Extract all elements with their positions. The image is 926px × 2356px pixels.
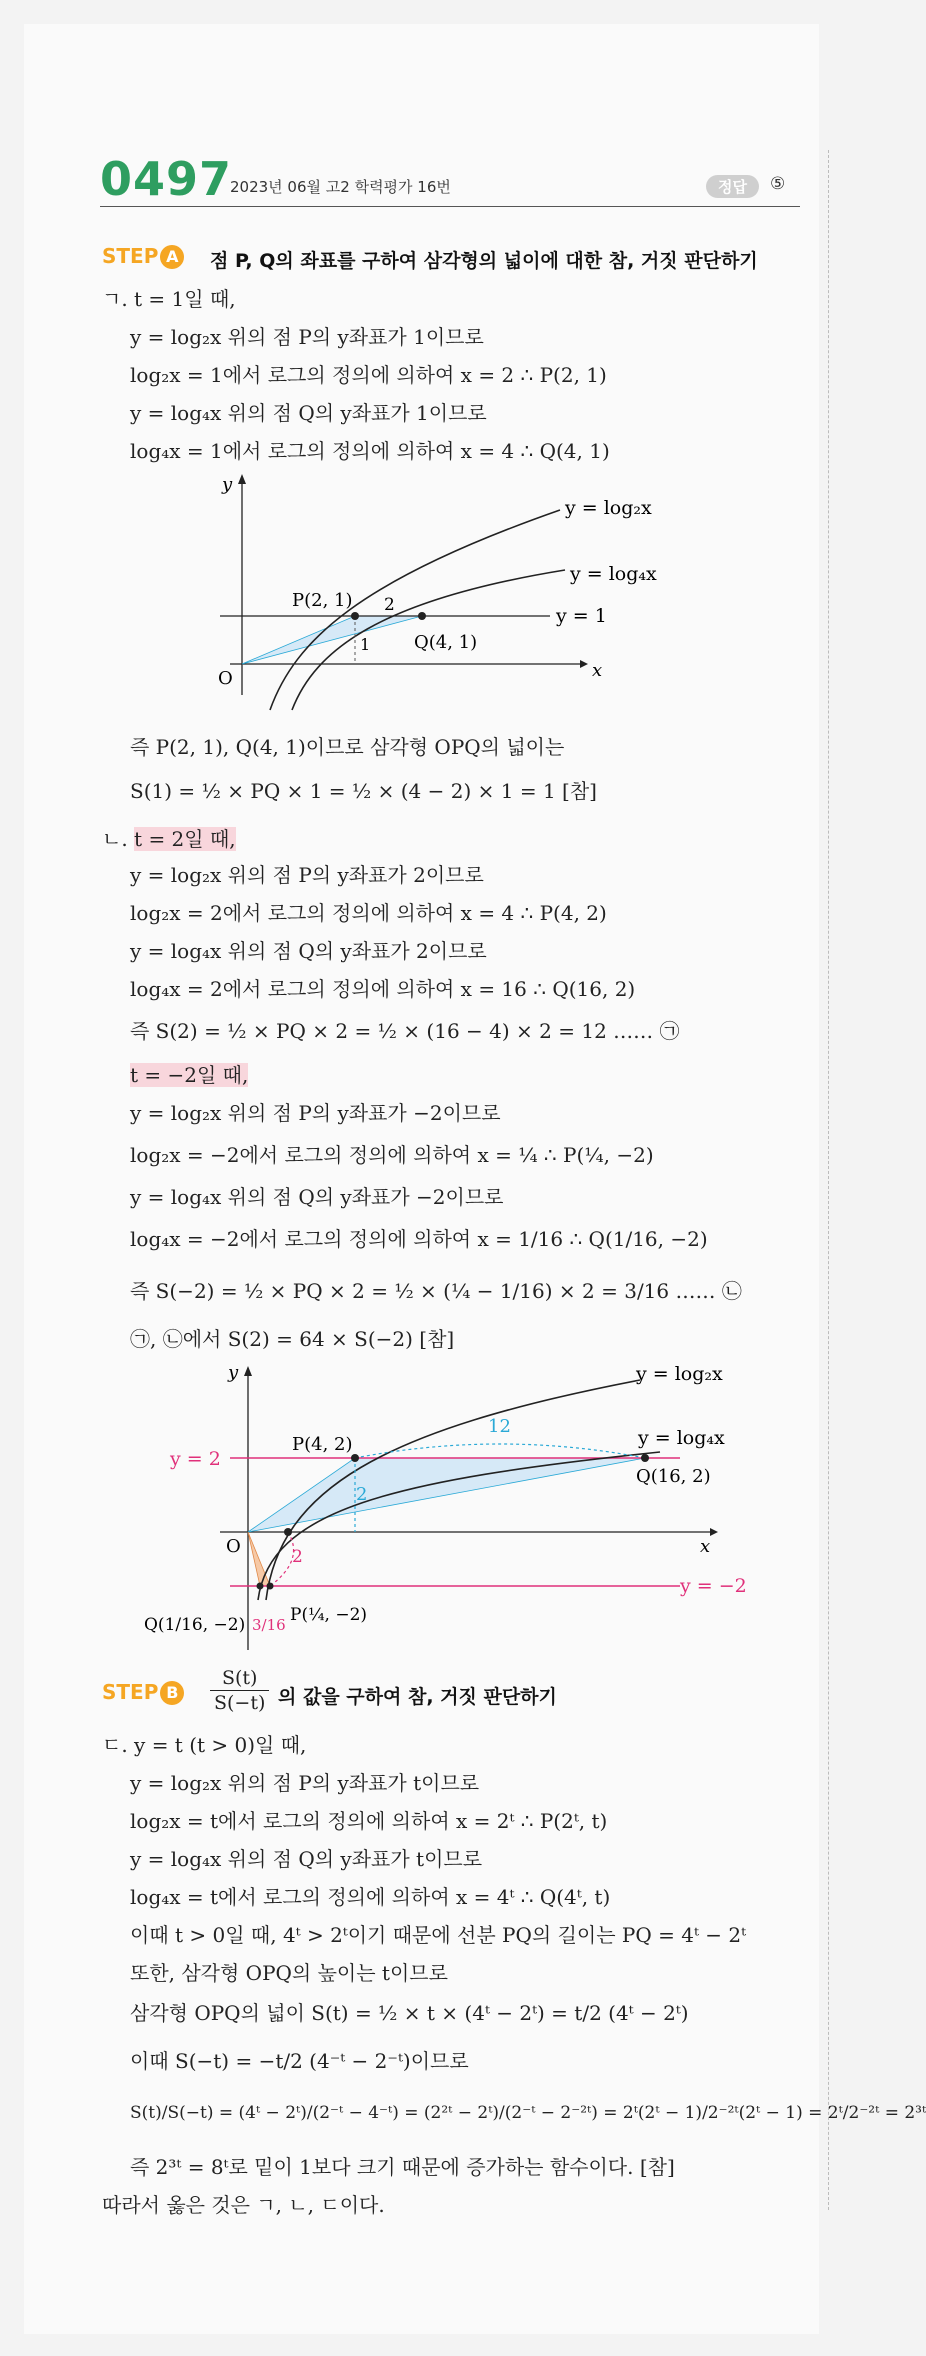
text-line: 즉 2³ᵗ = 8ᵗ로 밑이 1보다 크기 때문에 증가하는 함수이다. [참] xyxy=(130,2155,675,2179)
p-label: P(2, 1) xyxy=(292,590,353,611)
text-line: log₂x = −2에서 로그의 정의에 의하여 x = ¼ ∴ P(¼, −2) xyxy=(130,1143,654,1167)
text-line: ㄷ. y = t (t > 0)일 때, xyxy=(102,1733,307,1757)
highlight-text: t = −2일 때, xyxy=(130,1063,249,1087)
height-top-length: 2 xyxy=(356,1484,368,1505)
small-length: 3/16 xyxy=(252,1616,286,1634)
text-line xyxy=(130,1062,248,1088)
text-line: log₂x = t에서 로그의 정의에 의하여 x = 2ᵗ ∴ P(2ᵗ, t) xyxy=(130,1809,608,1833)
text-line: y = log₄x 위의 점 Q의 y좌표가 t이므로 xyxy=(130,1847,483,1871)
text-line: 또한, 삼각형 OPQ의 높이는 t이므로 xyxy=(130,1961,448,1985)
text-line: log₄x = t에서 로그의 정의에 의하여 x = 4ᵗ ∴ Q(4ᵗ, t) xyxy=(130,1885,611,1909)
step-b-text: STEP xyxy=(102,1680,159,1704)
x-axis-label: x xyxy=(700,1536,711,1557)
x-arrow xyxy=(710,1528,718,1536)
text-line: log₄x = −2에서 로그의 정의에 의하여 x = 1/16 ∴ Q(1/16, −2) xyxy=(130,1227,708,1251)
text-line: y = log₄x 위의 점 Q의 y좌표가 2이므로 xyxy=(130,939,487,963)
problem-source: 2023년 06월 고2 학력평가 16번 xyxy=(230,178,451,196)
y-axis-label: y xyxy=(228,1362,239,1383)
y-axis-label: y xyxy=(222,474,233,495)
seg-length: 12 xyxy=(488,1416,511,1437)
seg-arc xyxy=(355,1444,645,1458)
y-arrow xyxy=(238,474,246,484)
text-line: ㉠, ㉡에서 S(2) = 64 × S(−2) [참] xyxy=(130,1327,455,1351)
figure-2 xyxy=(140,1360,760,1660)
seg-length: 2 xyxy=(384,595,395,615)
text-line: 따라서 옳은 것은 ㄱ, ㄴ, ㄷ이다. xyxy=(102,2193,385,2217)
line-label: y = 1 xyxy=(556,605,607,627)
curve1-label: y = log₂x xyxy=(636,1363,723,1385)
point-p xyxy=(351,612,359,620)
text-line: 즉 P(2, 1), Q(4, 1)이므로 삼각형 OPQ의 넓이는 xyxy=(130,735,565,759)
text-line: 삼각형 OPQ의 넓이 S(t) = ½ × t × (4ᵗ − 2ᵗ) = t/2 (4ᵗ − 2ᵗ) xyxy=(130,2001,689,2025)
point-p-low xyxy=(267,1583,274,1590)
y-arrow xyxy=(244,1366,252,1376)
q-low-label: Q(1/16, −2) xyxy=(144,1615,246,1635)
step-a-badge: A xyxy=(160,245,184,269)
text-line: ㄱ. t = 1일 때, xyxy=(102,287,236,311)
line-top-label: y = 2 xyxy=(170,1448,221,1470)
p-low-label: P(¼, −2) xyxy=(290,1605,368,1625)
margin-rule xyxy=(828,150,829,2210)
step-a-title: 점 P, Q의 좌표를 구하여 삼각형의 넓이에 대한 참, 거짓 판단하기 xyxy=(210,250,758,272)
problem-number: 0497 xyxy=(100,152,233,206)
line-bottom-label: y = −2 xyxy=(680,1575,747,1597)
text-line: S(1) = ½ × PQ × 1 = ½ × (4 − 2) × 1 = 1 [참] xyxy=(130,779,597,803)
point-q-low xyxy=(257,1583,264,1590)
text-line: 이때 S(−t) = −t/2 (4⁻ᵗ − 2⁻ᵗ)이므로 xyxy=(130,2049,469,2073)
step-b-badge: B xyxy=(160,1681,184,1705)
x-axis-label: x xyxy=(592,660,603,681)
text-line: y = log₂x 위의 점 P의 y좌표가 t이므로 xyxy=(130,1771,480,1795)
height-bottom-length: 2 xyxy=(292,1547,303,1567)
text-line: log₄x = 1에서 로그의 정의에 의하여 x = 4 ∴ Q(4, 1) xyxy=(130,439,610,463)
triangle-opq-bottom xyxy=(248,1532,270,1586)
text-line: y = log₄x 위의 점 Q의 y좌표가 1이므로 xyxy=(130,401,487,425)
triangle-opq-top xyxy=(248,1458,645,1532)
text-line: 즉 S(2) = ½ × PQ × 2 = ½ × (16 − 4) × 2 = 12 …… ㉠ xyxy=(130,1019,680,1043)
curve2-label: y = log₄x xyxy=(570,563,657,585)
text-span: ㄴ. xyxy=(102,827,128,851)
point-q xyxy=(641,1454,649,1462)
text-line: log₂x = 2에서 로그의 정의에 의하여 x = 4 ∴ P(4, 2) xyxy=(130,901,607,925)
header-divider xyxy=(100,206,800,207)
q-label: Q(4, 1) xyxy=(414,632,478,653)
highlight-text: t = 2일 때, xyxy=(134,827,236,851)
figure-1 xyxy=(200,470,680,700)
text-line: y = log₂x 위의 점 P의 y좌표가 −2이므로 xyxy=(130,1101,501,1125)
fraction-numerator: S(t) xyxy=(210,1666,269,1691)
point-q xyxy=(418,612,426,620)
p-label: P(4, 2) xyxy=(292,1434,353,1455)
text-line xyxy=(102,826,236,852)
answer-label: 정답 xyxy=(706,175,759,198)
step-b-fraction xyxy=(210,1666,269,1715)
text-line: y = log₄x 위의 점 Q의 y좌표가 −2이므로 xyxy=(130,1185,504,1209)
height-length: 1 xyxy=(360,635,371,654)
step-b-title: 의 값을 구하여 참, 거짓 판단하기 xyxy=(278,1686,557,1708)
point-one xyxy=(284,1528,292,1536)
fraction-denominator: S(−t) xyxy=(214,1692,266,1714)
text-line: log₄x = 2에서 로그의 정의에 의하여 x = 16 ∴ Q(16, 2) xyxy=(130,977,636,1001)
text-line: log₂x = 1에서 로그의 정의에 의하여 x = 2 ∴ P(2, 1) xyxy=(130,363,607,387)
answer-value: ⑤ xyxy=(770,174,786,194)
origin-label: O xyxy=(218,668,233,689)
step-a-label xyxy=(102,244,184,269)
point-p xyxy=(351,1454,359,1462)
step-a-text: STEP xyxy=(102,244,159,268)
text-line: S(t)/S(−t) = (4ᵗ − 2ᵗ)/(2⁻ᵗ − 4⁻ᵗ) = (2²ᵗ − 2ᵗ)/(2⁻ᵗ − 2⁻²ᵗ) = 2ᵗ(2ᵗ − 1)/2⁻²ᵗ(2ᵗ − 1) = 2ᵗ/2⁻²ᵗ = 2³ᵗ xyxy=(130,2103,926,2123)
text-line: y = log₂x 위의 점 P의 y좌표가 2이므로 xyxy=(130,863,484,887)
curve2-label: y = log₄x xyxy=(638,1427,725,1449)
text-line: 이때 t > 0일 때, 4ᵗ > 2ᵗ이기 때문에 선분 PQ의 길이는 PQ = 4ᵗ − 2ᵗ xyxy=(130,1923,747,1947)
curve1-label: y = log₂x xyxy=(565,497,652,519)
step-b-label xyxy=(102,1680,184,1705)
origin-label: O xyxy=(226,1536,241,1557)
text-line: y = log₂x 위의 점 P의 y좌표가 1이므로 xyxy=(130,325,484,349)
q-label: Q(16, 2) xyxy=(636,1466,711,1487)
text-line: 즉 S(−2) = ½ × PQ × 2 = ½ × (¼ − 1/16) × 2 = 3/16 …… ㉡ xyxy=(130,1279,742,1303)
x-arrow xyxy=(580,660,588,668)
